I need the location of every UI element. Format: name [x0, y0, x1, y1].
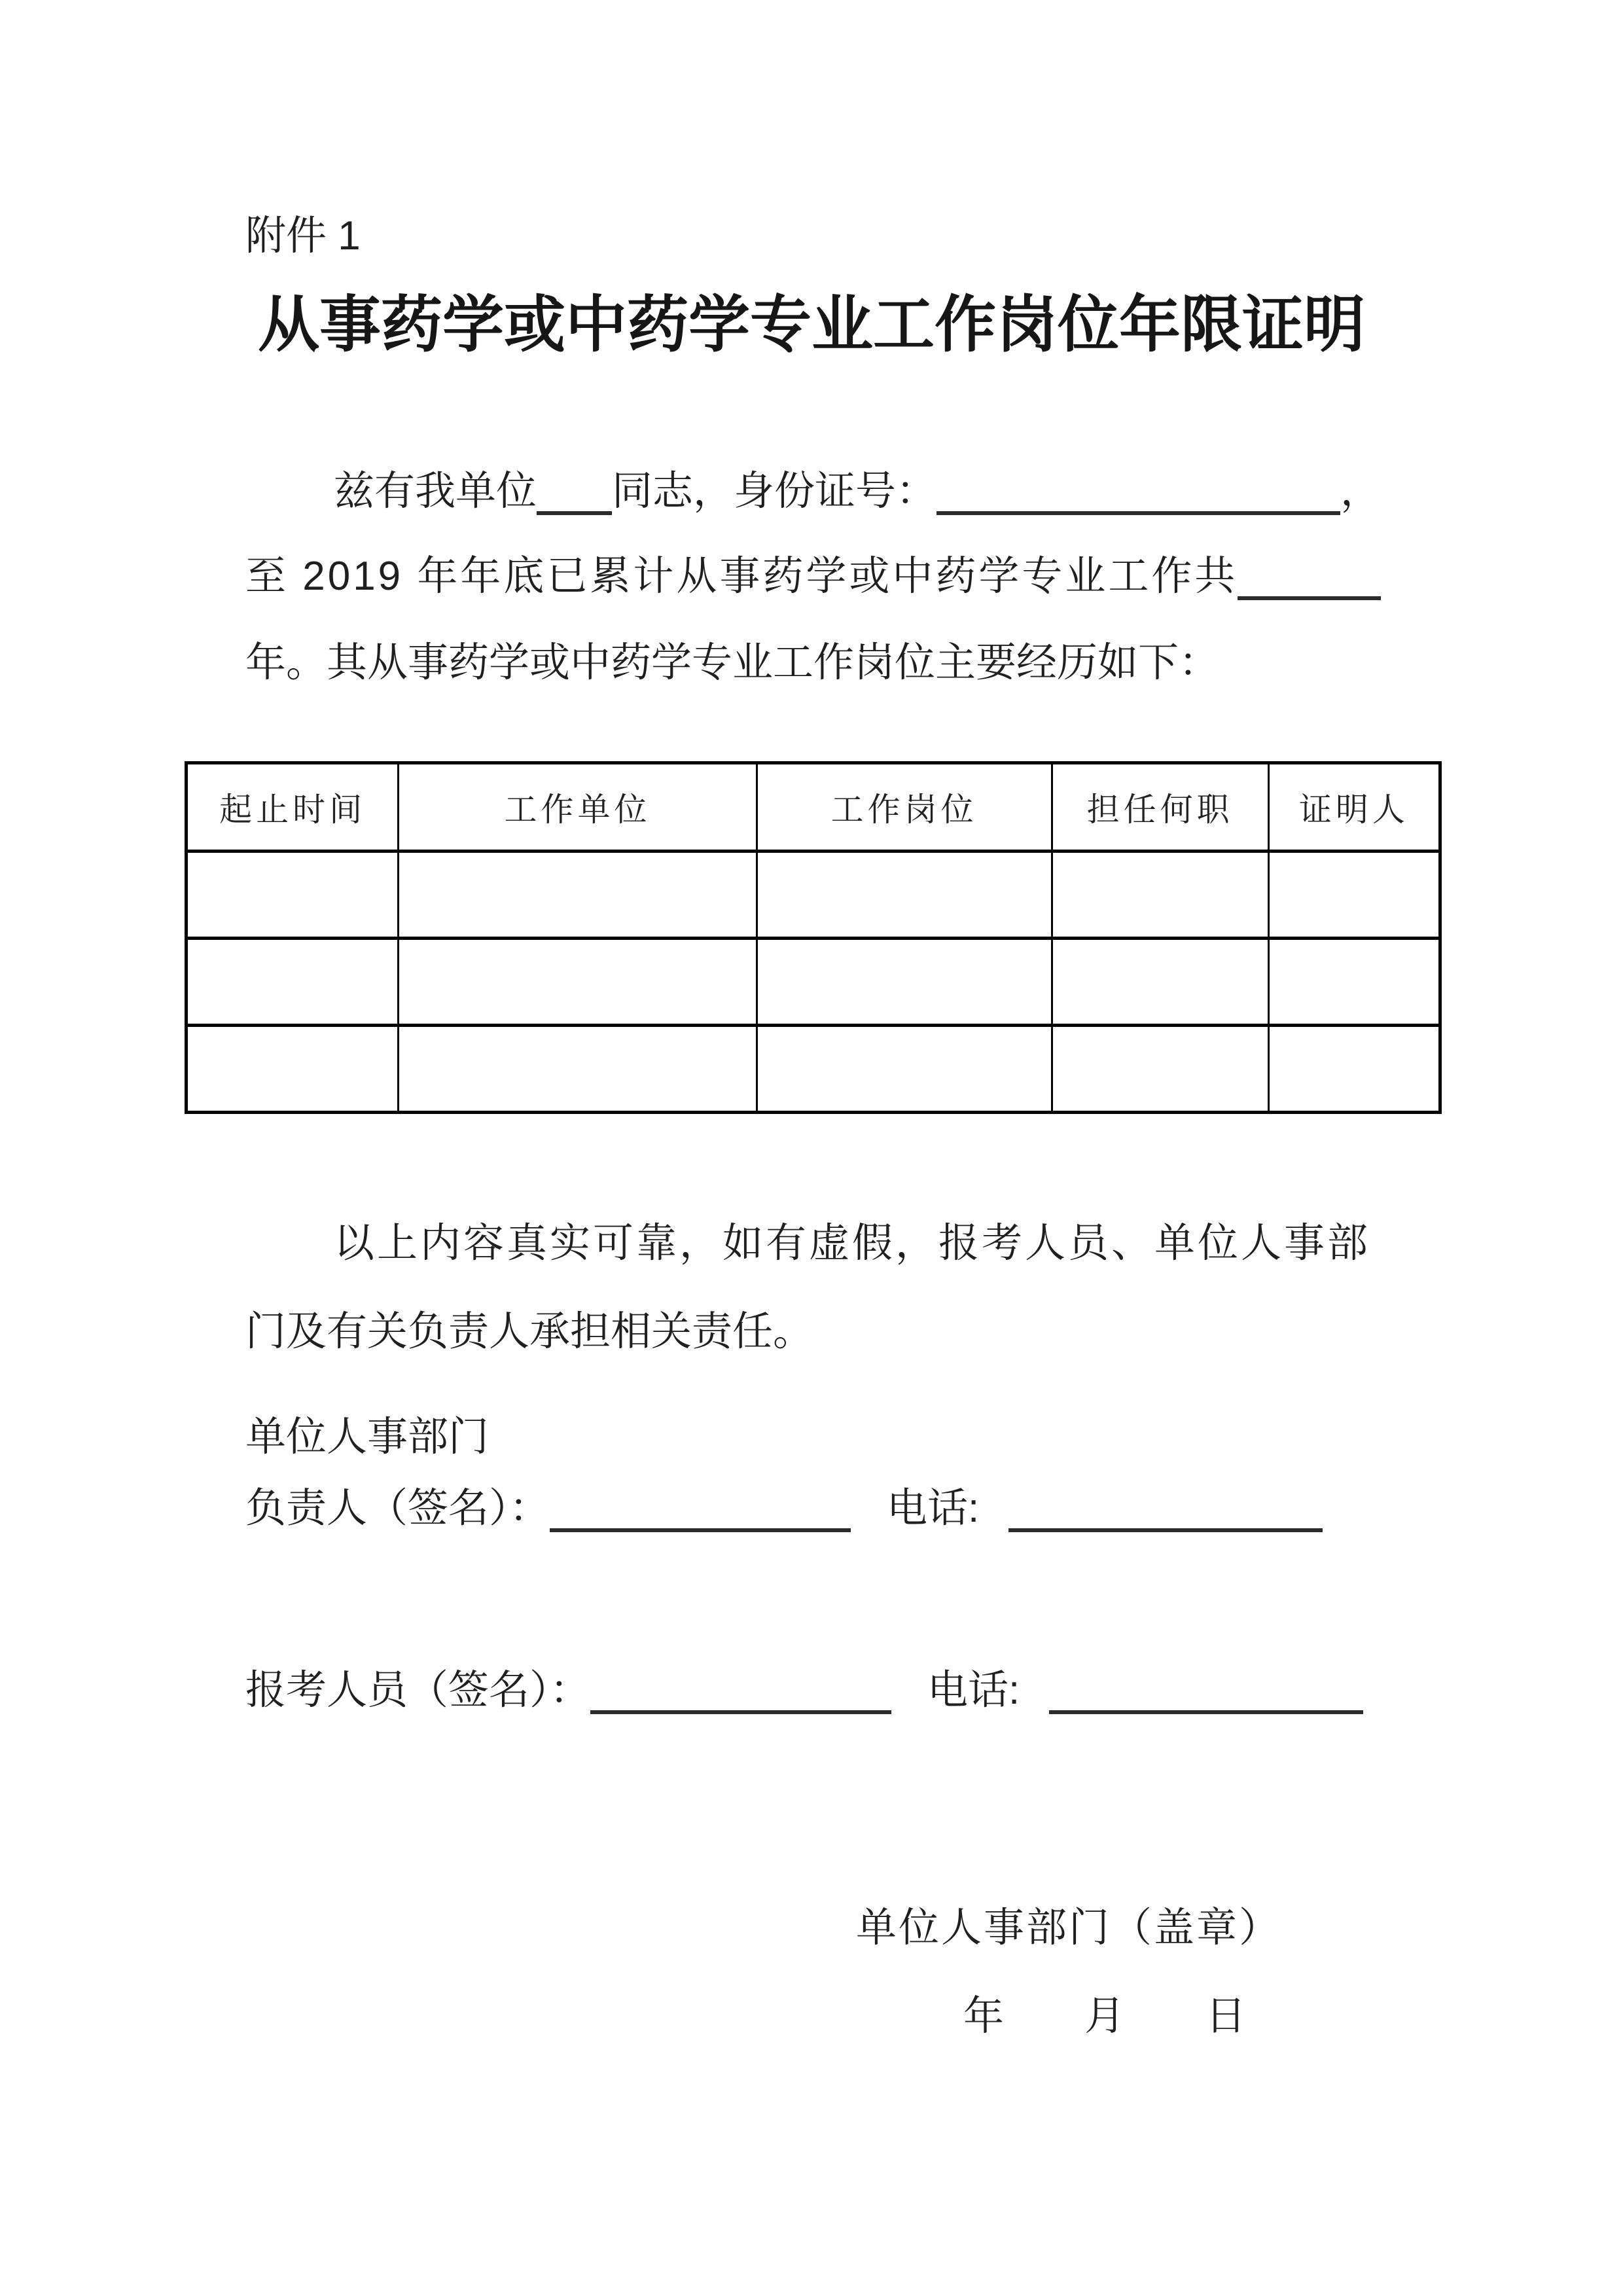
table-cell — [1052, 1026, 1268, 1113]
table-cell — [399, 1026, 757, 1113]
table-cell — [399, 939, 757, 1026]
fill-in-blank-name — [537, 503, 612, 515]
fill-in-blank-principal-signature — [550, 1520, 851, 1532]
table-cell — [757, 1026, 1052, 1113]
table-row — [187, 939, 1440, 1026]
intro-text-experience: 年。其从事药学或中药学专业工作岗位主要经历如下： — [245, 640, 1220, 685]
document-title: 从事药学或中药学专业工作岗位年限证明 — [257, 290, 1365, 359]
table-row — [187, 852, 1440, 939]
table-cell — [399, 852, 757, 939]
table-row — [187, 1026, 1440, 1113]
date-month-label: 月 — [1084, 1994, 1126, 2039]
date-line — [963, 1993, 1246, 2040]
declaration-text-1: 以上内容真实可靠，如有虚假，报考人员、单位人事部 — [334, 1221, 1371, 1266]
applicant-signature-line — [245, 1667, 1397, 1714]
hr-dept-label-text: 单位人事部门 — [245, 1414, 490, 1460]
intro-line-1 — [245, 468, 1381, 515]
attachment-label — [245, 213, 361, 260]
attachment-label-text: 附件 1 — [245, 213, 361, 259]
intro-text-idnumber: 同志，身份证号： — [612, 469, 937, 514]
intro-line-2 — [245, 553, 1381, 600]
table-cell — [1268, 939, 1440, 1026]
declaration-line-1 — [245, 1220, 1381, 1267]
header-cell-post: 工作岗位 — [757, 763, 1052, 852]
table-header-row — [187, 763, 1440, 852]
header-cell-position: 担任何职 — [1052, 763, 1268, 852]
date-day-label: 日 — [1205, 1994, 1247, 2039]
applicant-phone-label: 电话: — [927, 1668, 1020, 1713]
work-history-table — [185, 761, 1442, 1114]
table-cell — [1052, 939, 1268, 1026]
principal-signature-line — [245, 1485, 1381, 1532]
table-cell — [1268, 852, 1440, 939]
principal-phone-label: 电话: — [887, 1486, 980, 1531]
header-cell-period: 起止时间 — [187, 763, 399, 852]
date-year-label: 年 — [963, 1994, 1005, 2039]
principal-signature-label: 负责人（签名）： — [245, 1486, 550, 1531]
header-cell-certifier: 证明人 — [1268, 763, 1440, 852]
table-cell — [187, 939, 399, 1026]
fill-in-blank-years — [1238, 588, 1381, 600]
table-cell — [1268, 1026, 1440, 1113]
seal-line — [856, 1905, 1281, 1952]
declaration-text-2: 门及有关负责人承担相关责任。 — [245, 1309, 814, 1354]
intro-text-unit: 兹有我单位 — [334, 469, 537, 514]
intro-text-comma: ， — [1340, 469, 1381, 514]
intro-text-years: 至 2019 年年底已累计从事药学或中药学专业工作共 — [245, 554, 1238, 599]
table-cell — [187, 1026, 399, 1113]
intro-line-3 — [245, 639, 1381, 687]
table-cell — [187, 852, 399, 939]
fill-in-blank-applicant-signature — [590, 1702, 891, 1714]
fill-in-blank-principal-phone — [1008, 1520, 1323, 1532]
applicant-signature-label: 报考人员（签名）： — [245, 1668, 591, 1713]
header-cell-employer: 工作单位 — [399, 763, 757, 852]
fill-in-blank-id-number — [936, 503, 1340, 515]
table-cell — [757, 852, 1052, 939]
table-cell — [1052, 852, 1268, 939]
seal-line-text: 单位人事部门（盖章） — [856, 1905, 1282, 1950]
fill-in-blank-applicant-phone — [1049, 1702, 1363, 1714]
hr-dept-label — [245, 1414, 489, 1461]
declaration-line-2 — [245, 1308, 1381, 1355]
table-cell — [757, 939, 1052, 1026]
